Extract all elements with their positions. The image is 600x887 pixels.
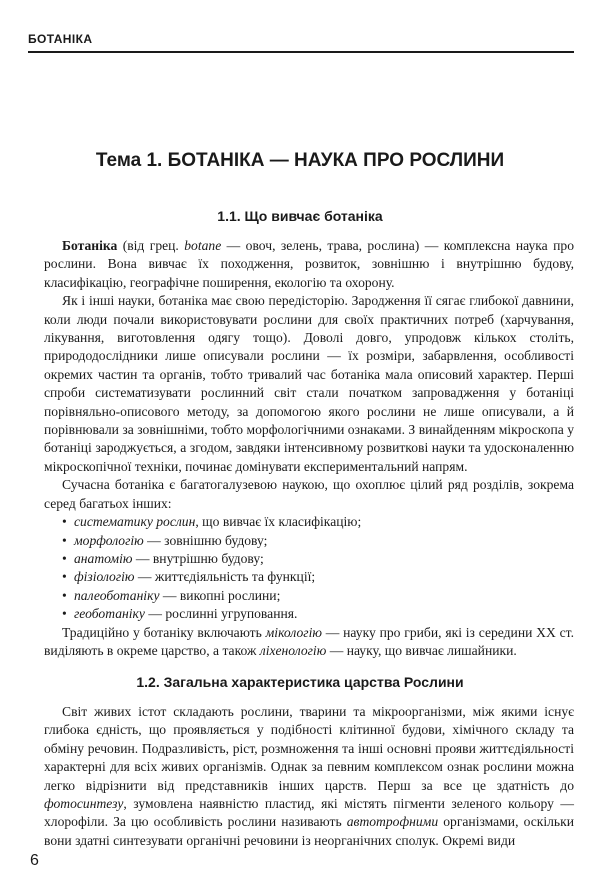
page-number: 6 (30, 852, 39, 869)
section-2-body (44, 703, 574, 850)
section-1-heading (0, 208, 600, 224)
section-1-title: 1.1. Що вивчає ботаніка (217, 208, 383, 224)
running-title: БОТАНІКА (28, 32, 93, 46)
definition-paragraph: Ботаніка (від грец. botane — овоч, зелень, трава, рослина) — комплексна наука про рослини. Вона вивчає їх походження, розвиток, зовнішню і внутрішню будову, класифікацію, географічне поширення, екологію та охорону. (44, 238, 574, 290)
section-1-body (44, 237, 574, 660)
list-item: • анатомію — внутрішню будову; (62, 550, 574, 568)
section-2-title: 1.2. Загальна характеристика царства Рослини (136, 674, 464, 690)
section-2-heading (0, 674, 600, 690)
kingdom-paragraph: Світ живих істот складають рослини, тварини та мікроорганізми, між якими існує глибока єдність, що проявляється у подібності клітинної будови, хімічного складу та обміну речовин. Подразливість, ріст, розмноження та інші основні прояви життєдіяльності характерні для всіх живих організмів. Однак за певним комплексом ознак рослини можна легко відрізнити від представників інших царств. Перш за все це здатність до фотосинтезу, зумовлена наявністю пластид, які містять пігменти зеленого кольору — хлорофіли. За цю особливість рослини називають автотрофними організмами, оскільки вони здатні синтезувати органічні речовини із неорганічних сполук. Окремі види (44, 704, 574, 848)
chapter-title: Тема 1. БОТАНІКА — НАУКА ПРО РОСЛИНИ (95, 150, 505, 171)
list-item: • фізіологію — життєдіяльність та функції; (62, 568, 574, 586)
list-item: • палеоботаніку — викопні рослини; (62, 587, 574, 605)
botany-term: Ботаніка (62, 238, 118, 253)
branches-list (44, 513, 574, 623)
mycology-paragraph: Традиційно у ботаніку включають мікологію — науку про гриби, які із середини XX ст. виділяють в окреме царство, а також ліхенологію — науку, що вивчає лишайники. (44, 624, 574, 658)
greek-word: botane (184, 238, 222, 253)
list-item: • морфологію — зовнішню будову; (62, 532, 574, 550)
running-header (28, 30, 574, 53)
list-item: • систематику рослин, що вивчає їх класифікацію; (62, 513, 574, 531)
branches-intro-paragraph: Сучасна ботаніка є багатогалузевою наукою, що охоплює цілий ряд розділів, зокрема серед багатьох інших: (44, 477, 574, 511)
list-item: • геоботаніку — рослинні угруповання. (62, 605, 574, 623)
history-paragraph: Як і інші науки, ботаніка має свою передісторію. Зародження її сягає глибокої давнини, коли люди почали використовувати рослини для своїх практичних потреб (харчування, лікування, виготовлення одягу тощо). Доволі довго, упродовж кількох століть, природодослідники лише описували рослини — їх розміри, забарвлення, особливості окремих частин та органів, тобто тривалий час ботаніка мала описовий характер. Перші спроби систематизувати рослинний світ стали початком запровадження у ботаніці порівняльно-описового методу, за допомогою якого рослини не лише описували, а й порівнювали за зовнішніми, тобто морфологічними ознаками. З винайденням мікроскопа у ботаніці зароджується, а згодом, завдяки інтенсивному розвиткові науки та удосконаленню мікроскопічної техніки, починає домінувати експериментальний напрям. (44, 293, 574, 474)
